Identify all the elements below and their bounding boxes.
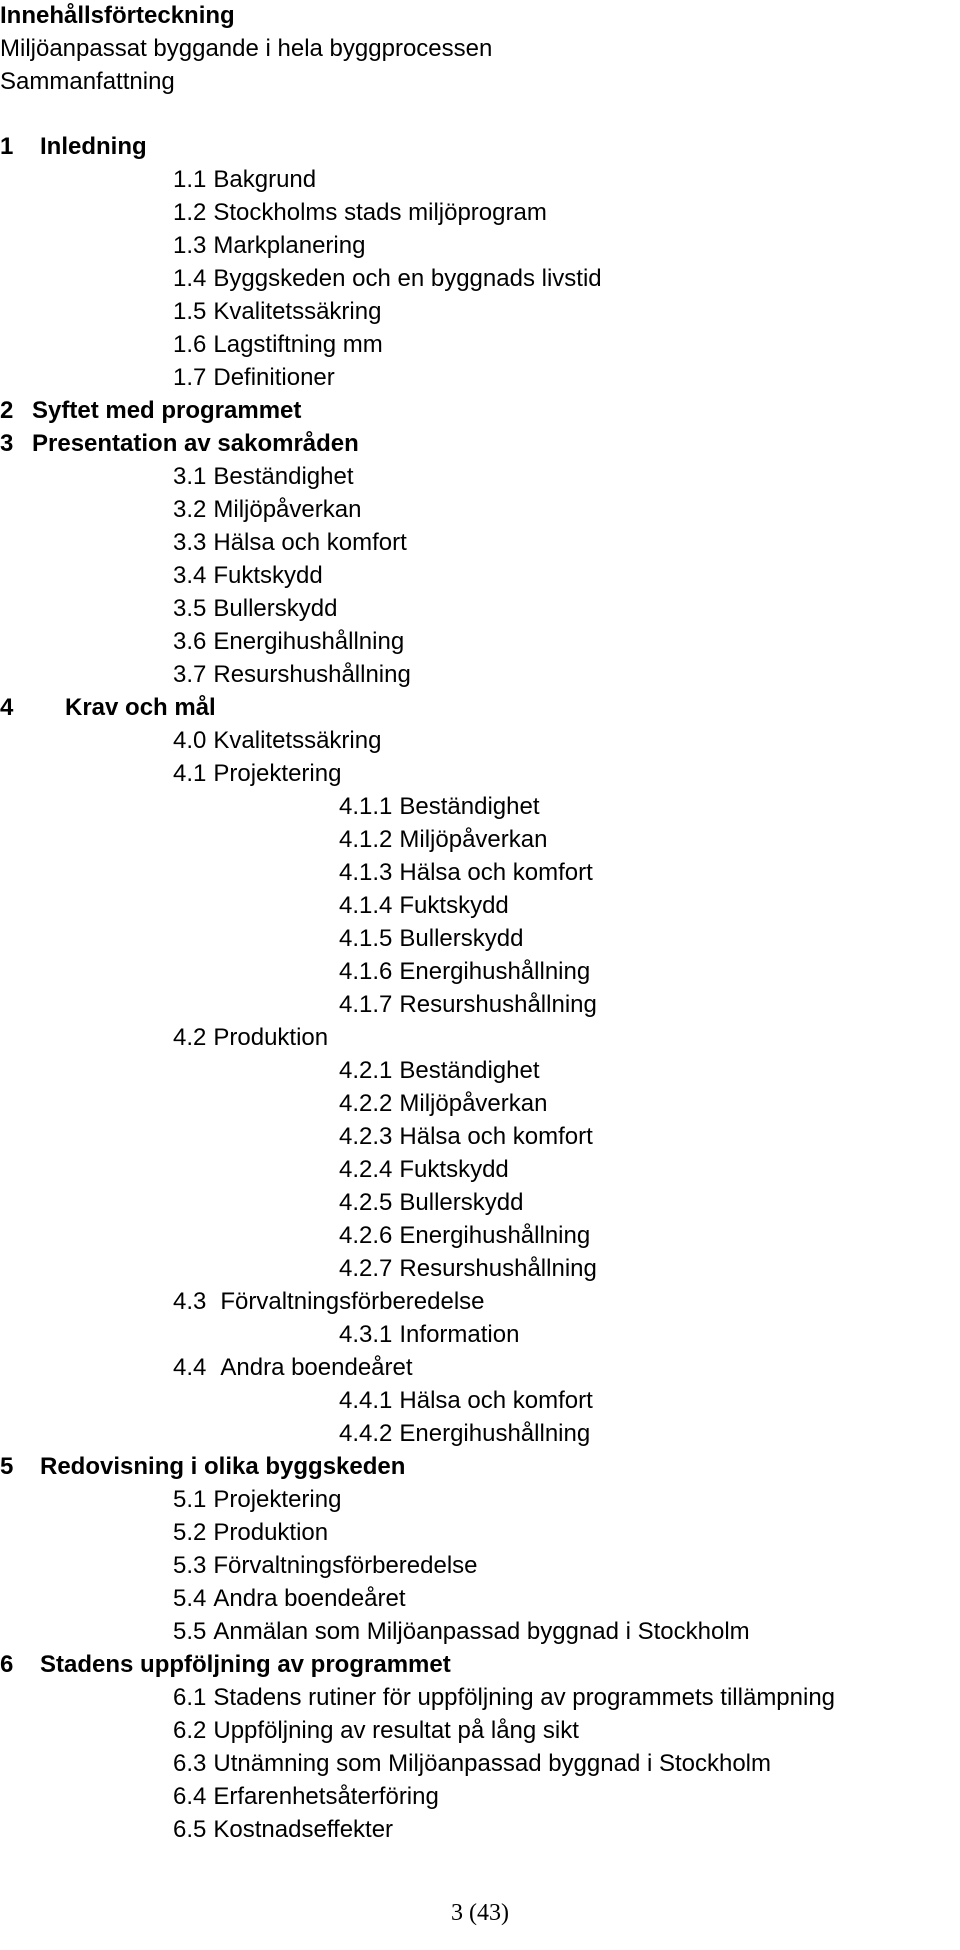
toc-entry-title: Energihushållning xyxy=(399,1420,591,1447)
toc-entry-title: Bullerskydd xyxy=(399,925,524,952)
toc-entry-4-1-3[interactable] xyxy=(0,856,835,889)
toc-entry-title: Energihushållning xyxy=(399,1222,591,1249)
toc-entry-4[interactable] xyxy=(0,691,835,724)
toc-entry-number: 4.4.2 xyxy=(339,1420,393,1447)
toc-entry-6[interactable] xyxy=(0,1648,835,1681)
toc-entry-title: Miljöpåverkan xyxy=(213,496,362,523)
toc-entry-title: Fuktskydd xyxy=(213,562,323,589)
toc-entry-number: 3.3 xyxy=(173,529,207,556)
toc-entry-5-5[interactable] xyxy=(0,1615,835,1648)
toc-entry-5-4[interactable] xyxy=(0,1582,835,1615)
toc-entry-title: Kvalitetssäkring xyxy=(213,298,382,325)
toc-entry-number: 1.1 xyxy=(173,166,207,193)
toc-entry-title: Stockholms stads miljöprogram xyxy=(213,199,547,226)
toc-entry-5[interactable] xyxy=(0,1450,835,1483)
toc-entry-1-3[interactable] xyxy=(0,229,835,262)
toc-entry-number: 3.7 xyxy=(173,661,207,688)
toc-entry-number: 4.1.7 xyxy=(339,991,393,1018)
toc-entry-number: 4.2 xyxy=(173,1024,207,1051)
toc-entry-number: 3.6 xyxy=(173,628,207,655)
toc-entry-number: 4.1.2 xyxy=(339,826,393,853)
toc-entry-4-1-4[interactable] xyxy=(0,889,835,922)
toc-entry-number: 4.3.1 xyxy=(339,1321,393,1348)
toc-entry-title: Erfarenhetsåterföring xyxy=(213,1783,439,1810)
toc-entry-4-2-4[interactable] xyxy=(0,1153,835,1186)
toc-entry-6-2[interactable] xyxy=(0,1714,835,1747)
toc-entry-number: 3.4 xyxy=(173,562,207,589)
toc-entry-title: Hälsa och komfort xyxy=(399,1123,593,1150)
page-number: 3 (43) xyxy=(451,1900,509,1926)
toc-entry-number: 1 xyxy=(0,133,14,160)
toc-entry-title: Andra boendeåret xyxy=(213,1585,406,1612)
toc-entry-title: Beständighet xyxy=(399,793,540,820)
toc-entry-1-1[interactable] xyxy=(0,163,835,196)
toc-entry-title: Förvaltningsförberedelse xyxy=(213,1552,478,1579)
toc-entry-title: Presentation av sakområden xyxy=(32,430,359,457)
toc-entry-6-4[interactable] xyxy=(0,1780,835,1813)
toc-entry-number: 4 xyxy=(0,694,14,721)
toc-entry-title: Hälsa och komfort xyxy=(399,1387,593,1414)
toc-entry-title: Fuktskydd xyxy=(399,892,509,919)
toc-entry-number: 5 xyxy=(0,1453,14,1480)
toc-entry-1-5[interactable] xyxy=(0,295,835,328)
toc-entry-number: 6.5 xyxy=(173,1816,207,1843)
toc-entry-3[interactable] xyxy=(0,427,835,460)
toc-entry-title: Projektering xyxy=(213,1486,342,1513)
toc-entry-number: 2 xyxy=(0,397,14,424)
toc-entry-number: 4.1.5 xyxy=(339,925,393,952)
toc-entry-4-3-1[interactable] xyxy=(0,1318,835,1351)
toc-entry-title: Bakgrund xyxy=(213,166,317,193)
toc-entry-title: Resurshushållning xyxy=(213,661,411,688)
toc-entry-number: 4.1.4 xyxy=(339,892,393,919)
toc-entry-4-0[interactable] xyxy=(0,724,835,757)
toc-entry-title: Krav och mål xyxy=(65,694,216,721)
toc-entry-number: 4.0 xyxy=(173,727,207,754)
toc-entry-4-1-7[interactable] xyxy=(0,988,835,1021)
toc-entry-1-7[interactable] xyxy=(0,361,835,394)
toc-entry-title: Kostnadseffekter xyxy=(213,1816,394,1843)
toc-entry-title: Redovisning i olika byggskeden xyxy=(40,1453,406,1480)
toc-entry-number: 4.2.2 xyxy=(339,1090,393,1117)
toc-entry-4-2-2[interactable] xyxy=(0,1087,835,1120)
toc-entry-1-4[interactable] xyxy=(0,262,835,295)
toc-entry-number: 5.3 xyxy=(173,1552,207,1579)
toc-intro-item: Sammanfattning xyxy=(0,68,175,95)
toc-entry-4-1-6[interactable] xyxy=(0,955,835,988)
toc-entry-title: Bullerskydd xyxy=(213,595,338,622)
toc-entry-4-1[interactable] xyxy=(0,757,835,790)
toc-entry-3-5[interactable] xyxy=(0,592,835,625)
toc-entry-number: 4.1.1 xyxy=(339,793,393,820)
toc-entry-number: 1.2 xyxy=(173,199,207,226)
toc-entry-number: 6.2 xyxy=(173,1717,207,1744)
toc-entry-1-6[interactable] xyxy=(0,328,835,361)
toc-entry-4-2-7[interactable] xyxy=(0,1252,835,1285)
toc-entry-title: Stadens rutiner för uppföljning av programmets tillämpning xyxy=(213,1684,836,1711)
toc-entry-3-6[interactable] xyxy=(0,625,835,658)
toc-entry-title: Beständighet xyxy=(213,463,354,490)
toc-entry-4-1-2[interactable] xyxy=(0,823,835,856)
toc-entry-number: 4.4.1 xyxy=(339,1387,393,1414)
toc-entry-title: Resurshushållning xyxy=(399,1255,597,1282)
toc-entry-title: Anmälan som Miljöanpassad byggnad i Stockholm xyxy=(213,1618,750,1645)
toc-entry-number: 5.5 xyxy=(173,1618,207,1645)
toc-entry-number: 4.1.3 xyxy=(339,859,393,886)
toc-entry-title: Fuktskydd xyxy=(399,1156,509,1183)
toc-entry-title: Stadens uppföljning av programmet xyxy=(40,1651,451,1678)
toc-entry-number: 5.1 xyxy=(173,1486,207,1513)
toc-entry-2[interactable] xyxy=(0,394,835,427)
toc-entry-6-3[interactable] xyxy=(0,1747,835,1780)
toc-entry-4-2-1[interactable] xyxy=(0,1054,835,1087)
toc-entry-4-4-2[interactable] xyxy=(0,1417,835,1450)
toc-entry-3-4[interactable] xyxy=(0,559,835,592)
toc-entry-number: 6.3 xyxy=(173,1750,207,1777)
toc-entry-title: Inledning xyxy=(40,133,147,160)
toc-entry-4-2[interactable] xyxy=(0,1021,835,1054)
toc-entry-title: Utnämning som Miljöanpassad byggnad i Stockholm xyxy=(213,1750,771,1777)
toc-entry-3-2[interactable] xyxy=(0,493,835,526)
toc-intro-item: Miljöanpassat byggande i hela byggprocessen xyxy=(0,35,493,62)
toc-entry-title: Markplanering xyxy=(213,232,366,259)
toc-entry-title: Energihushållning xyxy=(399,958,591,985)
toc-entry-number: 4.3 xyxy=(173,1288,207,1315)
toc-entry-number: 4.2.5 xyxy=(339,1189,393,1216)
toc-entry-title: Produktion xyxy=(213,1519,329,1546)
toc-entry-3-1[interactable] xyxy=(0,460,835,493)
toc-entry-title: Bullerskydd xyxy=(399,1189,524,1216)
toc-entry-6-5[interactable] xyxy=(0,1813,835,1846)
toc-entry-number: 1.4 xyxy=(173,265,207,292)
toc-entry-4-2-6[interactable] xyxy=(0,1219,835,1252)
toc-entry-number: 4.1 xyxy=(173,760,207,787)
toc-entry-number: 6.4 xyxy=(173,1783,207,1810)
toc-entry-4-4[interactable] xyxy=(0,1351,835,1384)
toc-entry-3-7[interactable] xyxy=(0,658,835,691)
toc-entry-number: 6 xyxy=(0,1651,14,1678)
toc-entry-number: 1.3 xyxy=(173,232,207,259)
toc-entry-5-3[interactable] xyxy=(0,1549,835,1582)
toc-entry-4-2-3[interactable] xyxy=(0,1120,835,1153)
toc-entry-title: Andra boendeåret xyxy=(220,1354,413,1381)
toc-heading: Innehållsförteckning xyxy=(0,2,235,29)
toc-entry-title: Information xyxy=(399,1321,520,1348)
toc-entry-1-2[interactable] xyxy=(0,196,835,229)
toc-entry-number: 4.4 xyxy=(173,1354,207,1381)
toc-entry-title: Förvaltningsförberedelse xyxy=(220,1288,485,1315)
toc-entry-title: Projektering xyxy=(213,760,342,787)
toc-entry-number: 4.2.6 xyxy=(339,1222,393,1249)
toc-entry-number: 4.2.4 xyxy=(339,1156,393,1183)
toc-entry-number: 4.2.1 xyxy=(339,1057,393,1084)
toc-entry-number: 3.5 xyxy=(173,595,207,622)
toc-entry-1[interactable] xyxy=(0,130,835,163)
toc-entry-5-2[interactable] xyxy=(0,1516,835,1549)
toc-entry-number: 1.6 xyxy=(173,331,207,358)
toc-entry-title: Uppföljning av resultat på lång sikt xyxy=(213,1717,579,1744)
toc-entry-number: 3 xyxy=(0,430,14,457)
toc-entry-4-3[interactable] xyxy=(0,1285,835,1318)
toc-entry-title: Definitioner xyxy=(213,364,335,391)
toc-entry-6-1[interactable] xyxy=(0,1681,835,1714)
toc-entry-number: 5.2 xyxy=(173,1519,207,1546)
toc-list xyxy=(0,32,835,1846)
toc-entry-number: 4.2.7 xyxy=(339,1255,393,1282)
toc-entry-title: Kvalitetssäkring xyxy=(213,727,382,754)
toc-entry-number: 6.1 xyxy=(173,1684,207,1711)
toc-entry-title: Miljöpåverkan xyxy=(399,826,548,853)
toc-entry-number: 3.2 xyxy=(173,496,207,523)
toc-entry-title: Hälsa och komfort xyxy=(399,859,593,886)
toc-entry-5-1[interactable] xyxy=(0,1483,835,1516)
toc-entry-number: 1.5 xyxy=(173,298,207,325)
toc-entry-4-1-1[interactable] xyxy=(0,790,835,823)
toc-entry-number: 1.7 xyxy=(173,364,207,391)
toc-entry-title: Energihushållning xyxy=(213,628,405,655)
toc-entry-number: 4.2.3 xyxy=(339,1123,393,1150)
toc-entry-number: 4.1.6 xyxy=(339,958,393,985)
toc-entry-title: Syftet med programmet xyxy=(32,397,302,424)
toc-entry-3-3[interactable] xyxy=(0,526,835,559)
toc-entry-number: 3.1 xyxy=(173,463,207,490)
toc-entry-title: Miljöpåverkan xyxy=(399,1090,548,1117)
toc-entry-4-4-1[interactable] xyxy=(0,1384,835,1417)
toc-entry-title: Hälsa och komfort xyxy=(213,529,407,556)
toc-entry-number: 5.4 xyxy=(173,1585,207,1612)
toc-entry-title: Produktion xyxy=(213,1024,329,1051)
toc-entry-title: Resurshushållning xyxy=(399,991,597,1018)
toc-entry-title: Beständighet xyxy=(399,1057,540,1084)
toc-entry-4-1-5[interactable] xyxy=(0,922,835,955)
toc-entry-title: Byggskeden och en byggnads livstid xyxy=(213,265,602,292)
toc-entry-title: Lagstiftning mm xyxy=(213,331,383,358)
toc-entry-4-2-5[interactable] xyxy=(0,1186,835,1219)
